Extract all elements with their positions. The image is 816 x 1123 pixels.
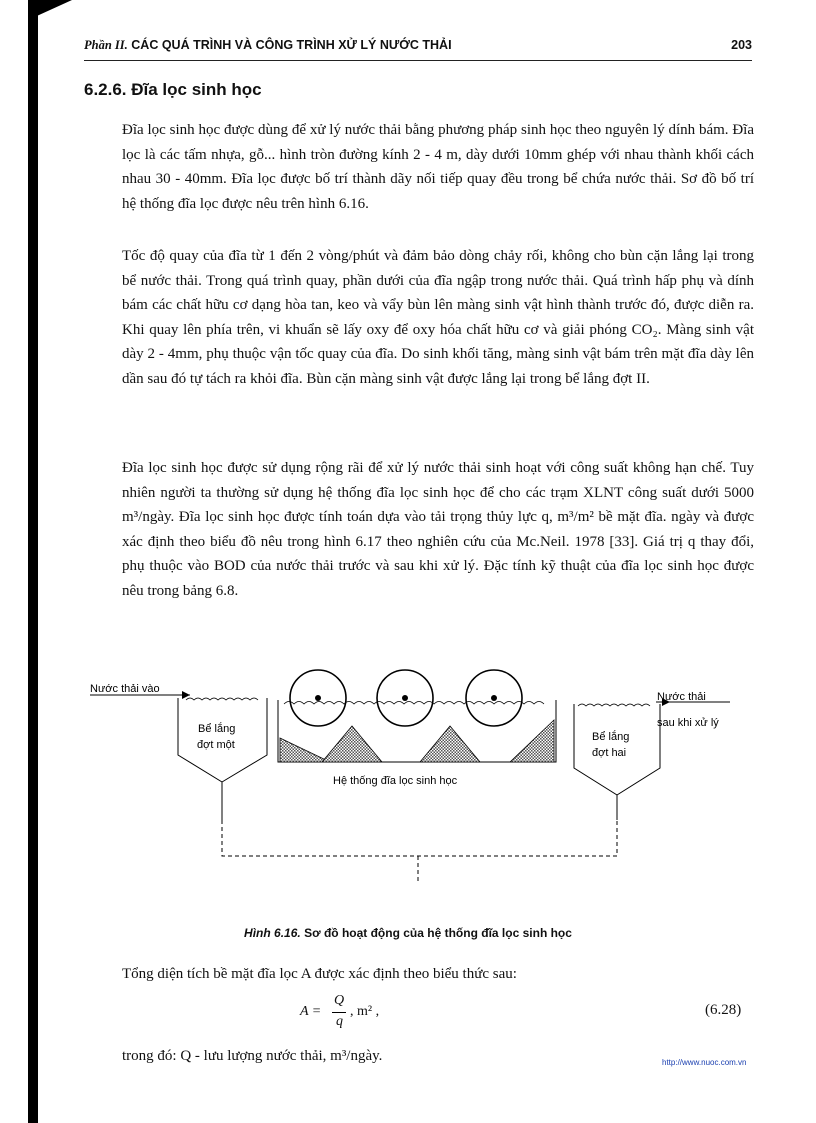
primary-settling-tank bbox=[178, 698, 267, 820]
secondary-water-surface bbox=[578, 704, 650, 706]
sludge-return-line bbox=[222, 820, 617, 856]
formula-fraction-bar bbox=[332, 1012, 346, 1013]
biodisc-3-shaft bbox=[491, 695, 497, 701]
outlet-label-1: Nước thải bbox=[657, 691, 706, 703]
outlet-label-2: sau khi xử lý bbox=[657, 717, 719, 729]
formula-unit: , m² , bbox=[350, 1004, 380, 1019]
header-title: CÁC QUÁ TRÌNH VÀ CÔNG TRÌNH XỬ LÝ NƯỚC THẢI bbox=[131, 38, 452, 52]
section-heading: 6.2.6. Đĩa lọc sinh học bbox=[84, 80, 262, 99]
rotating-disc-basin bbox=[278, 700, 556, 762]
formula-denominator: q bbox=[336, 1014, 343, 1029]
figure-caption-text: Sơ đồ hoạt động của hệ thống đĩa lọc sinh học bbox=[304, 926, 572, 940]
paragraph-2 bbox=[122, 244, 754, 391]
page-number: 203 bbox=[731, 38, 752, 52]
basin-mound-1 bbox=[322, 726, 382, 762]
equation-number: (6.28) bbox=[705, 1002, 742, 1018]
page-binding-edge bbox=[28, 0, 38, 1123]
biodisc-2-shaft bbox=[402, 695, 408, 701]
basin-water-surface bbox=[284, 702, 544, 705]
formula-intro: Tổng diện tích bề mặt đĩa lọc A được xác định theo biểu thức sau: bbox=[122, 966, 517, 982]
primary-tank-label-1: Bể lắng bbox=[198, 723, 236, 735]
paragraph-3-text: Đĩa lọc sinh học được sử dụng rộng rãi để xử lý nước thải sinh hoạt với công suất không hạn chế. Tuy nhiên người ta thường sử dụng hệ thống đĩa lọc sinh học để cho các trạm XLNT công suất dưới 5000 m³/ngày. Đĩa lọc sinh học được tính toán dựa vào tải trọng thủy lực q, m³/m² bề mặt đĩa. ngày và được xác định theo biểu đồ nêu trong hình 6.17 theo nghiên cứu của Mc.Neil. 1978 [33]. Giá trị q thay đổi, phụ thuộc vào BOD của nước thải trước và sau khi xử lý. Đặc tính kỹ thuật của đĩa lọc sinh học được nêu trong bảng 6.8. bbox=[122, 460, 754, 599]
rotating-disc-diagram bbox=[0, 660, 816, 890]
running-header bbox=[84, 36, 752, 61]
paragraph-3 bbox=[122, 456, 754, 603]
paragraph-1 bbox=[122, 118, 754, 216]
primary-tank-label-2: đợt một bbox=[197, 739, 235, 751]
secondary-tank-label-2: đợt hai bbox=[592, 747, 627, 759]
biodisc-1-shaft bbox=[315, 695, 321, 701]
formula-definition: trong đó: Q - lưu lượng nước thải, m³/ngày. bbox=[122, 1048, 383, 1064]
basin-end-baffle bbox=[510, 720, 554, 762]
secondary-tank-label-1: Bể lắng bbox=[592, 731, 630, 743]
formula-lhs: A = bbox=[300, 1004, 322, 1019]
figure-number: Hình 6.16. bbox=[244, 926, 301, 940]
system-label: Hệ thống đĩa lọc sinh học bbox=[333, 775, 458, 787]
basin-mound-2 bbox=[420, 726, 480, 762]
formula-6-28 bbox=[300, 993, 430, 1036]
page-binding-corner bbox=[28, 0, 72, 20]
basin-floor-baffle bbox=[280, 738, 330, 762]
formula-numerator: Q bbox=[334, 993, 345, 1008]
paragraph-1-text: Đĩa lọc sinh học được dùng để xử lý nước thải bằng phương pháp sinh học theo nguyên lý dính bám. Đĩa lọc là các tấm nhựa, gỗ... hình tròn đường kính 2 - 4 m, dày dưới 10mm ghép với nhau thành khối cách nhau 30 - 40mm. Đĩa lọc được bố trí thành dãy nối tiếp quay đều trong bể chứa nước thải. Sơ đồ bố trí hệ thống đĩa lọc được nêu trên hình 6.16. bbox=[122, 122, 754, 212]
header-part: Phần II. bbox=[84, 38, 128, 52]
source-url[interactable]: http://www.nuoc.com.vn bbox=[662, 1058, 747, 1067]
paragraph-2-text: Tốc độ quay của đĩa từ 1 đến 2 vòng/phút và đảm bảo dòng chảy rối, không cho bùn cặn lắng lại trong bể nước thải. Trong quá trình quay, phần dưới của đĩa ngập trong nước thải. Quá trình hấp phụ và dính bám các chất hữu cơ dạng hòa tan, keo và vẩy bùn lên màng sinh vật hình thành trước đó, được diễn ra. Khi quay lên phía trên, vi khuẩn sẽ lấy oxy để oxy hóa chất hữu cơ và giải phóng CO₂. Màng sinh vật dày 2 - 4mm, phụ thuộc vận tốc quay của đĩa. Do sinh khối tăng, màng sinh vật bám trên mặt đĩa dày lên dần sau đó tự tách ra khỏi đĩa. Bùn cặn màng sinh vật được lắng lại trong bể lắng đợt II. bbox=[122, 248, 754, 387]
inlet-label: Nước thải vào bbox=[90, 683, 160, 695]
primary-water-surface bbox=[186, 698, 258, 700]
figure-caption bbox=[0, 926, 816, 940]
secondary-settling-tank bbox=[574, 704, 660, 820]
